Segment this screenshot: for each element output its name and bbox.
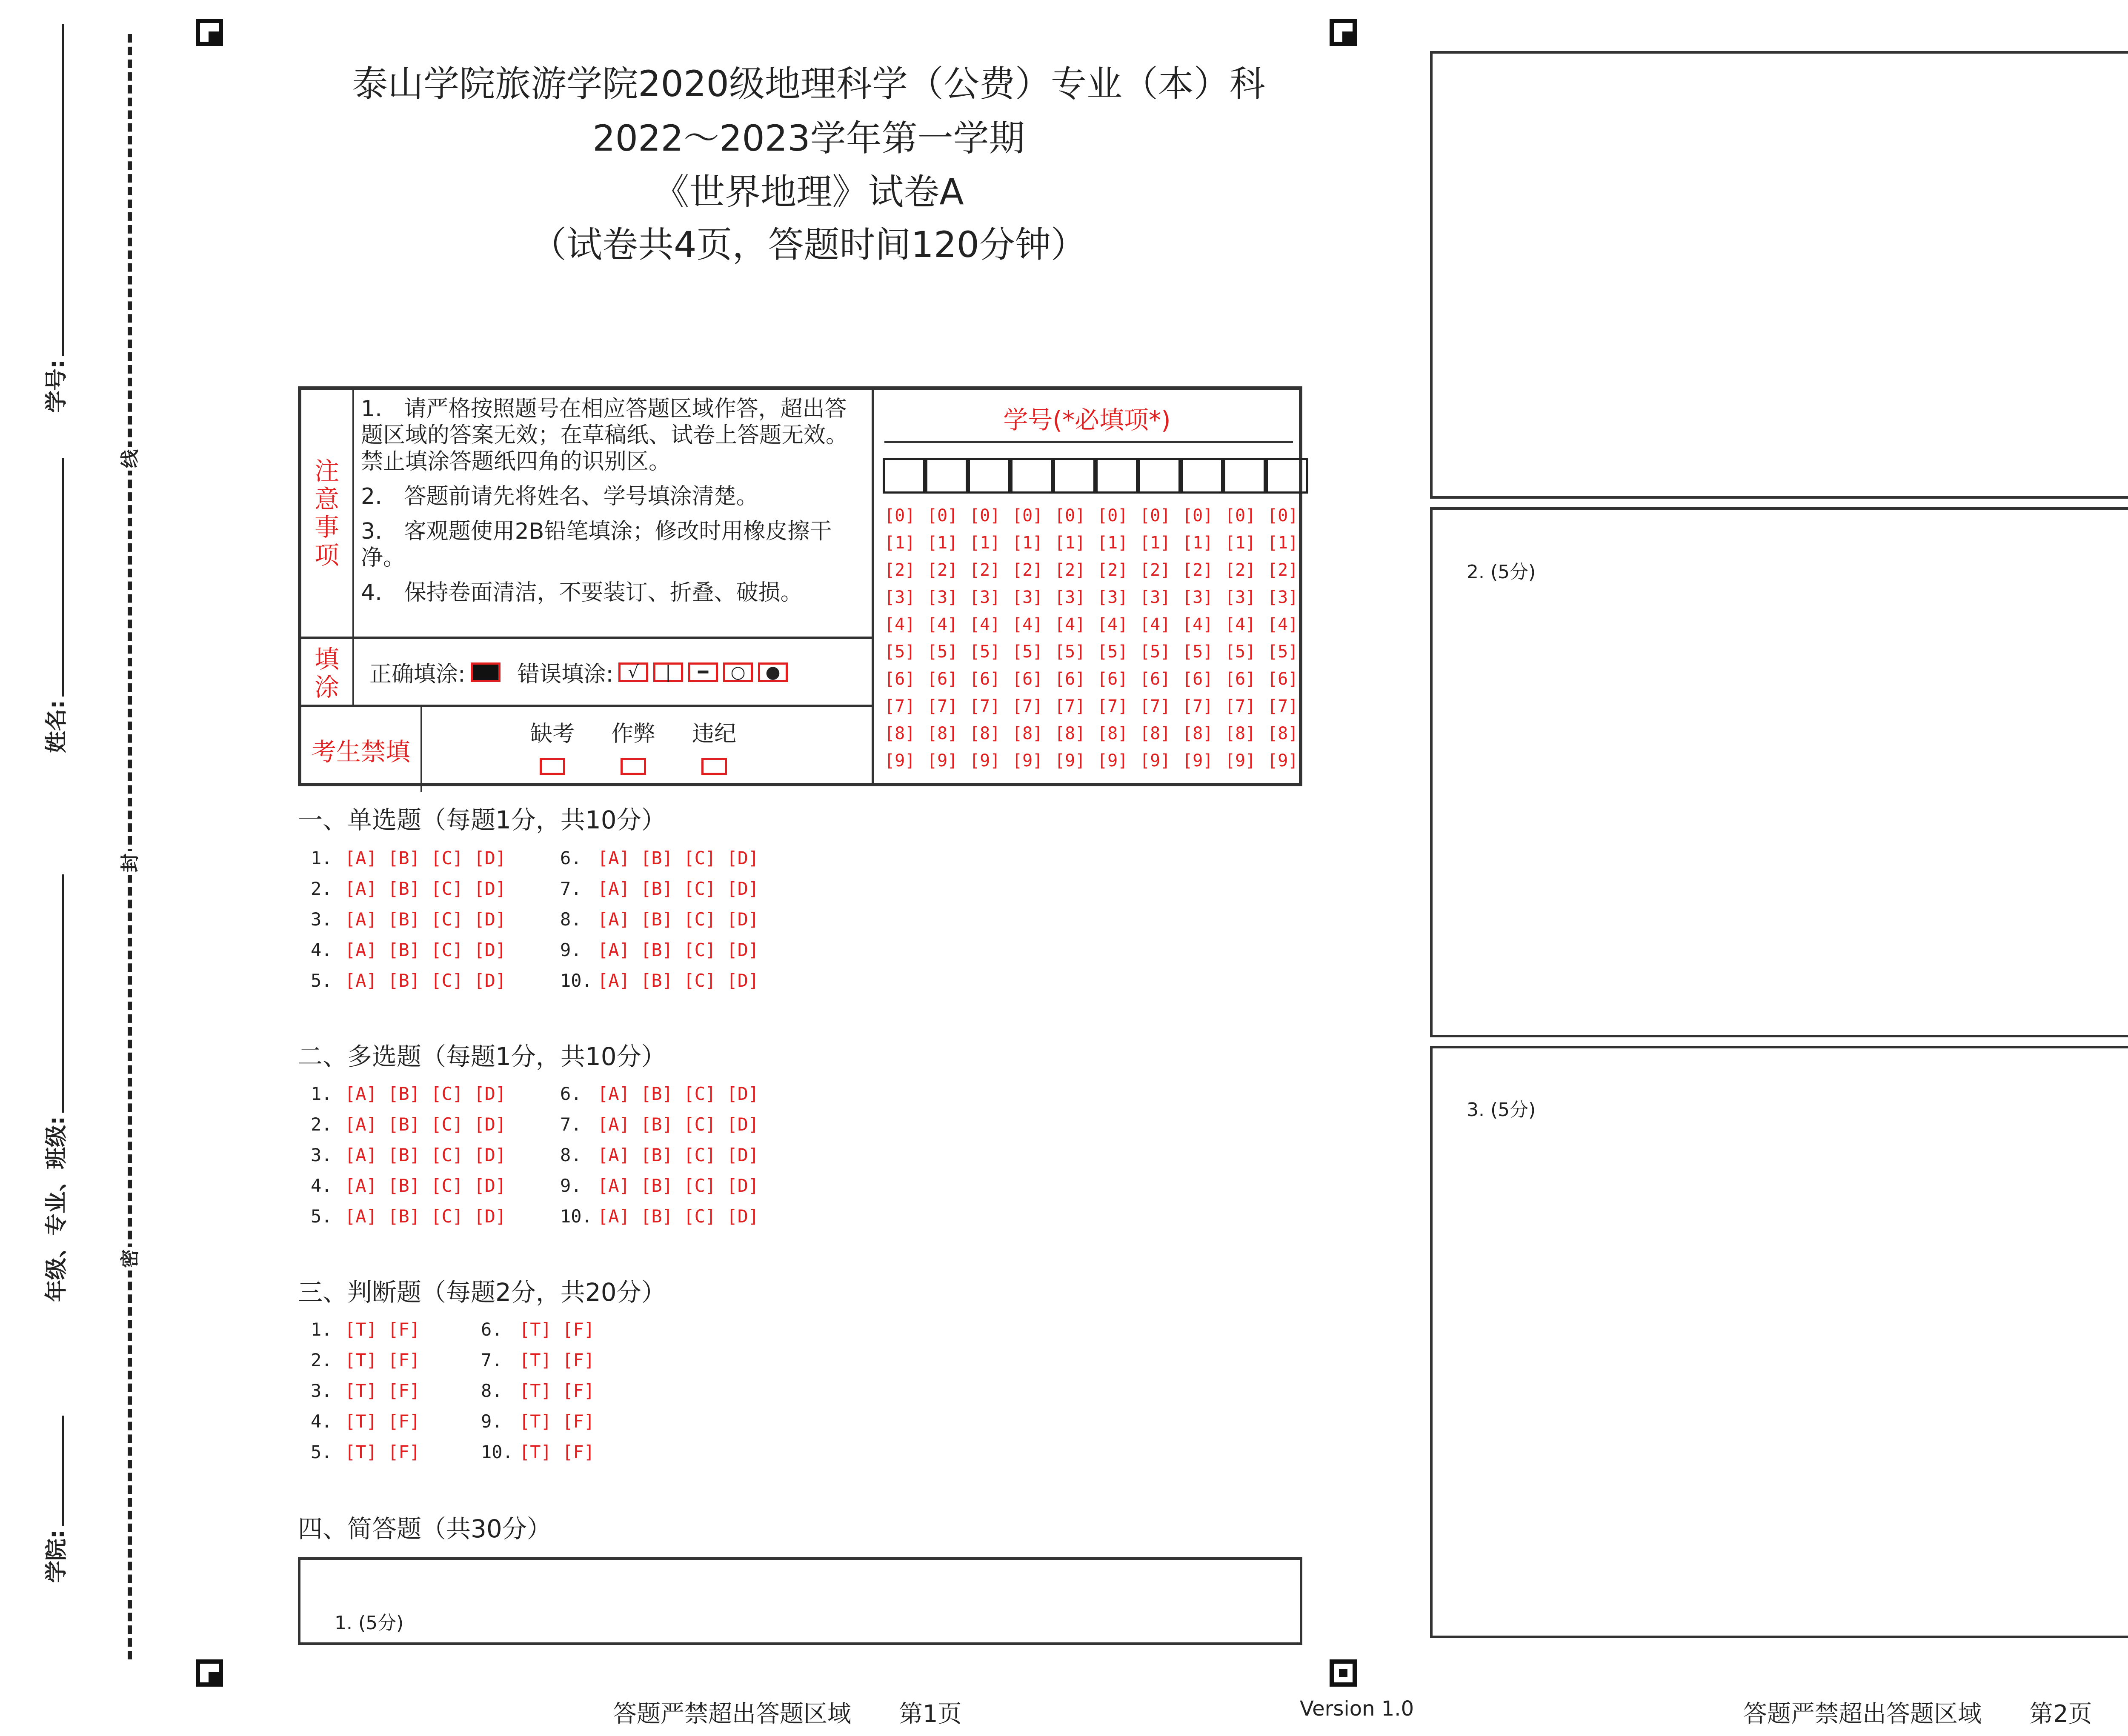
student-id-bubble[interactable]: [7] bbox=[927, 697, 958, 716]
student-id-grid[interactable] bbox=[884, 502, 1310, 774]
field-college-label: 学院: bbox=[44, 1530, 69, 1583]
student-id-bubble[interactable]: [6] bbox=[884, 669, 915, 689]
student-id-bubble[interactable]: [4] bbox=[1182, 615, 1213, 634]
footer-page1: 答题严禁超出答题区域 第1页 bbox=[613, 1700, 962, 1728]
student-id-bubble[interactable]: [9] bbox=[1140, 751, 1171, 771]
answer-box-q3[interactable] bbox=[1430, 1046, 2128, 1638]
question-number: 7. bbox=[560, 1114, 582, 1135]
student-id-bubble[interactable]: [9] bbox=[927, 751, 958, 771]
fill-row bbox=[301, 637, 872, 707]
student-id-bubble[interactable]: [3] bbox=[927, 588, 958, 607]
student-id-row bbox=[884, 557, 1310, 584]
student-id-bubble[interactable]: [8] bbox=[970, 724, 1001, 743]
option-bubbles[interactable]: [T] [F] bbox=[345, 1350, 420, 1371]
student-id-bubble[interactable]: [5] bbox=[1012, 642, 1043, 662]
student-id-bubble[interactable]: [9] bbox=[1097, 751, 1128, 771]
option-bubbles[interactable]: [A] [B] [C] [D] bbox=[345, 1145, 506, 1165]
corner-marker-top-left bbox=[196, 19, 223, 46]
student-id-bubble[interactable]: [0] bbox=[1140, 506, 1171, 525]
ban-violation-label: 违纪 bbox=[692, 721, 736, 747]
student-id-digit-box[interactable] bbox=[1266, 458, 1308, 494]
student-id-bubble[interactable]: [2] bbox=[1097, 560, 1128, 580]
option-bubbles[interactable]: [A] [B] [C] [D] bbox=[598, 1206, 759, 1227]
notes-label: 注 意 事 项 bbox=[301, 390, 354, 637]
fill-wrong-bar: | bbox=[653, 662, 683, 682]
field-student-id[interactable] bbox=[38, 24, 70, 413]
student-id-bubble[interactable]: [9] bbox=[1267, 751, 1299, 771]
seal-char-seal: 封 bbox=[118, 851, 142, 875]
field-name[interactable] bbox=[38, 458, 70, 753]
ban-row bbox=[301, 705, 872, 792]
student-id-bubble[interactable]: [4] bbox=[1097, 615, 1128, 634]
note-item-4: 4. 保持卷面清洁，不要装订、折叠、破损。 bbox=[361, 580, 803, 605]
fill-wrong-dot: ● bbox=[758, 662, 788, 682]
section-1-title: 一、单选题（每题1分，共10分） bbox=[298, 805, 666, 834]
header-line4: （试卷共4页，答题时间120分钟） bbox=[531, 224, 1087, 266]
student-id-bubble[interactable]: [5] bbox=[927, 642, 958, 662]
question-number: 8. bbox=[481, 1380, 503, 1401]
student-id-bubble[interactable]: [3] bbox=[884, 588, 915, 607]
student-id-bubble[interactable]: [3] bbox=[1055, 588, 1086, 607]
fill-wrong-circle: ○ bbox=[723, 662, 753, 682]
info-box bbox=[298, 386, 1302, 786]
student-id-digit-box[interactable] bbox=[1010, 458, 1053, 494]
header-line3: 《世界地理》试卷A bbox=[653, 171, 964, 213]
option-bubbles[interactable]: [T] [F] bbox=[345, 1319, 420, 1340]
student-id-bubble[interactable]: [0] bbox=[1225, 506, 1256, 525]
student-id-bubble[interactable]: [7] bbox=[1140, 697, 1171, 716]
option-bubbles[interactable]: [A] [B] [C] [D] bbox=[345, 1206, 506, 1227]
student-id-bubble[interactable]: [6] bbox=[1225, 669, 1256, 689]
answer-q1-label: 1. (5分) bbox=[335, 1612, 404, 1634]
question-number: 6. bbox=[560, 1083, 582, 1104]
student-id-bubble[interactable]: [5] bbox=[1182, 642, 1213, 662]
student-id-bubble[interactable]: [6] bbox=[1267, 669, 1299, 689]
note-item-3: 3. 客观题使用2B铅笔填涂；修改时用橡皮擦干净。 bbox=[361, 519, 832, 571]
student-id-bubble[interactable]: [1] bbox=[970, 533, 1001, 553]
ban-absent-label: 缺考 bbox=[530, 721, 575, 747]
student-id-row bbox=[884, 720, 1310, 747]
student-id-bubble[interactable]: [8] bbox=[884, 724, 915, 743]
option-bubbles[interactable]: [A] [B] [C] [D] bbox=[345, 1114, 506, 1135]
student-id-bubble[interactable]: [9] bbox=[884, 751, 915, 771]
student-id-row bbox=[884, 747, 1310, 774]
student-id-bubble[interactable]: [9] bbox=[1225, 751, 1256, 771]
student-id-bubble[interactable]: [9] bbox=[970, 751, 1001, 771]
student-id-bubble[interactable]: [3] bbox=[1225, 588, 1256, 607]
student-id-bubble[interactable]: [2] bbox=[1140, 560, 1171, 580]
option-bubbles[interactable]: [A] [B] [C] [D] bbox=[345, 970, 506, 991]
student-id-bubble[interactable]: [1] bbox=[927, 533, 958, 553]
student-id-bubble[interactable]: [0] bbox=[970, 506, 1001, 525]
question-number: 2. bbox=[311, 878, 332, 899]
student-id-bubble[interactable]: [9] bbox=[1055, 751, 1086, 771]
option-bubbles[interactable]: [A] [B] [C] [D] bbox=[345, 909, 506, 930]
option-bubbles[interactable]: [T] [F] bbox=[345, 1442, 420, 1462]
student-id-bubble[interactable]: [0] bbox=[927, 506, 958, 525]
student-id-bubble[interactable]: [6] bbox=[1182, 669, 1213, 689]
ban-item-absent[interactable] bbox=[523, 716, 582, 775]
student-id-bubble[interactable]: [0] bbox=[1182, 506, 1213, 525]
student-id-bubble[interactable]: [7] bbox=[1097, 697, 1128, 716]
seal-char-secret: 密 bbox=[118, 1247, 142, 1271]
option-bubbles[interactable]: [A] [B] [C] [D] bbox=[598, 878, 759, 899]
student-id-bubble[interactable]: [7] bbox=[1055, 697, 1086, 716]
question-number: 4. bbox=[311, 1175, 332, 1196]
student-id-bubble[interactable]: [5] bbox=[1267, 642, 1299, 662]
student-id-bubble[interactable]: [3] bbox=[1267, 588, 1299, 607]
question-number: 6. bbox=[481, 1319, 503, 1340]
question-number: 1. bbox=[311, 848, 332, 868]
option-bubbles[interactable]: [T] [F] bbox=[519, 1319, 595, 1340]
section-4-title: 四、简答题（共30分） bbox=[298, 1514, 552, 1543]
student-id-bubble[interactable]: [8] bbox=[1140, 724, 1171, 743]
answer-box-q1[interactable] bbox=[298, 1557, 1302, 1645]
ban-absent-box[interactable] bbox=[540, 758, 565, 775]
student-id-bubble[interactable]: [4] bbox=[1225, 615, 1256, 634]
student-id-bubble[interactable]: [1] bbox=[1182, 533, 1213, 553]
student-id-row bbox=[884, 638, 1310, 665]
question-number: 5. bbox=[311, 1442, 332, 1462]
question-number: 2. bbox=[311, 1114, 332, 1135]
option-bubbles[interactable]: [T] [F] bbox=[519, 1411, 595, 1432]
student-id-bubble[interactable]: [8] bbox=[1225, 724, 1256, 743]
question-number: 10. bbox=[560, 1206, 592, 1227]
student-id-bubble[interactable]: [6] bbox=[1055, 669, 1086, 689]
student-id-bubble[interactable]: [5] bbox=[1225, 642, 1256, 662]
student-id-bubble[interactable]: [4] bbox=[1140, 615, 1171, 634]
option-bubbles[interactable]: [A] [B] [C] [D] bbox=[598, 1145, 759, 1165]
student-id-bubble[interactable]: [5] bbox=[1055, 642, 1086, 662]
answer-box-q2[interactable] bbox=[1430, 507, 2128, 1037]
student-id-row bbox=[884, 611, 1310, 638]
option-bubbles[interactable]: [T] [F] bbox=[519, 1380, 595, 1401]
student-id-row bbox=[884, 584, 1310, 611]
student-id-digit-box[interactable] bbox=[925, 458, 968, 494]
question-number: 4. bbox=[311, 1411, 332, 1432]
student-id-bubble[interactable]: [3] bbox=[1140, 588, 1171, 607]
student-id-boxes[interactable] bbox=[883, 458, 1308, 494]
question-number: 1. bbox=[311, 1083, 332, 1104]
option-bubbles[interactable]: [A] [B] [C] [D] bbox=[345, 1083, 506, 1104]
student-id-bubble[interactable]: [8] bbox=[927, 724, 958, 743]
question-number: 9. bbox=[560, 1175, 582, 1196]
answer-q2-label: 2. (5分) bbox=[1467, 561, 1536, 583]
student-id-bubble[interactable]: [1] bbox=[1055, 533, 1086, 553]
fill-label: 填 涂 bbox=[301, 639, 354, 707]
fill-correct-label: 正确填涂: bbox=[369, 662, 466, 687]
student-id-bubble[interactable]: [1] bbox=[1012, 533, 1043, 553]
option-bubbles[interactable]: [A] [B] [C] [D] bbox=[345, 1175, 506, 1196]
section-2-title: 二、多选题（每题1分，共10分） bbox=[298, 1042, 666, 1071]
student-id-bubble[interactable]: [6] bbox=[1140, 669, 1171, 689]
question-number: 8. bbox=[560, 909, 582, 930]
student-id-bubble[interactable]: [6] bbox=[1097, 669, 1128, 689]
student-id-bubble[interactable]: [1] bbox=[884, 533, 915, 553]
student-id-bubble[interactable]: [2] bbox=[1225, 560, 1256, 580]
student-id-bubble[interactable]: [0] bbox=[1012, 506, 1043, 525]
note-item-1: 1. 请严格按照题号在相应答题区域作答，超出答题区域的答案无效；在草稿纸、试卷上答题无效。禁止填涂答题纸四角的识别区。 bbox=[361, 396, 848, 474]
option-bubbles[interactable]: [A] [B] [C] [D] bbox=[598, 1175, 759, 1196]
student-id-bubble[interactable]: [8] bbox=[1182, 724, 1213, 743]
question-number: 3. bbox=[311, 909, 332, 930]
student-id-bubble[interactable]: [6] bbox=[1012, 669, 1043, 689]
field-name-label: 姓名: bbox=[44, 700, 69, 753]
question-number: 7. bbox=[560, 878, 582, 899]
student-id-digit-box[interactable] bbox=[1138, 458, 1181, 494]
info-divider bbox=[872, 390, 874, 783]
option-bubbles[interactable]: [T] [F] bbox=[345, 1411, 420, 1432]
student-id-bubble[interactable]: [2] bbox=[970, 560, 1001, 580]
header-line2: 2022～2023学年第一学期 bbox=[592, 117, 1025, 159]
answer-q3-label: 3. (5分) bbox=[1467, 1099, 1536, 1121]
fill-correct-sample bbox=[471, 662, 501, 682]
student-id-bubble[interactable]: [7] bbox=[884, 697, 915, 716]
student-id-bubble[interactable]: [9] bbox=[1012, 751, 1043, 771]
student-id-bubble[interactable]: [4] bbox=[1267, 615, 1299, 634]
option-bubbles[interactable]: [A] [B] [C] [D] bbox=[345, 878, 506, 899]
fill-wrong-label: 错误填涂: bbox=[517, 662, 614, 687]
student-id-bubble[interactable]: [4] bbox=[1012, 615, 1043, 634]
question-number: 3. bbox=[311, 1380, 332, 1401]
binding-dashed-line bbox=[128, 34, 132, 1659]
student-id-bubble[interactable]: [7] bbox=[1182, 697, 1213, 716]
student-id-bubble[interactable]: [5] bbox=[970, 642, 1001, 662]
student-id-bubble[interactable]: [8] bbox=[1097, 724, 1128, 743]
notes-text bbox=[361, 396, 863, 623]
option-bubbles[interactable]: [A] [B] [C] [D] bbox=[598, 848, 759, 868]
question-number: 3. bbox=[311, 1145, 332, 1165]
option-bubbles[interactable]: [A] [B] [C] [D] bbox=[598, 1083, 759, 1104]
option-bubbles[interactable]: [A] [B] [C] [D] bbox=[345, 848, 506, 868]
student-id-digit-box[interactable] bbox=[883, 458, 925, 494]
student-id-bubble[interactable]: [6] bbox=[927, 669, 958, 689]
question-number: 5. bbox=[311, 1206, 332, 1227]
fill-wrong-dash: ━ bbox=[688, 662, 718, 682]
student-id-bubble[interactable]: [2] bbox=[927, 560, 958, 580]
footer-version: Version 1.0 bbox=[1300, 1697, 1414, 1721]
student-id-digit-box[interactable] bbox=[1053, 458, 1095, 494]
student-id-digit-box[interactable] bbox=[968, 458, 1010, 494]
field-college[interactable] bbox=[38, 1416, 70, 1583]
student-id-title: 学号(*必填项*) bbox=[1003, 405, 1171, 434]
question-number: 8. bbox=[560, 1145, 582, 1165]
option-bubbles[interactable]: [T] [F] bbox=[345, 1380, 420, 1401]
question-number: 2. bbox=[311, 1350, 332, 1371]
student-id-bubble[interactable]: [3] bbox=[970, 588, 1001, 607]
question-number: 5. bbox=[311, 970, 332, 991]
option-bubbles[interactable]: [A] [B] [C] [D] bbox=[598, 909, 759, 930]
question-number: 9. bbox=[560, 939, 582, 960]
question-number: 1. bbox=[311, 1319, 332, 1340]
student-id-bubble[interactable]: [2] bbox=[1267, 560, 1299, 580]
student-id-digit-box[interactable] bbox=[1181, 458, 1223, 494]
student-id-bubble[interactable]: [5] bbox=[1097, 642, 1128, 662]
field-class-label: 年级、专业、班级: bbox=[44, 1116, 69, 1302]
answer-box-q1-continued[interactable] bbox=[1430, 51, 2128, 499]
student-id-bubble[interactable]: [1] bbox=[1097, 533, 1128, 553]
option-bubbles[interactable]: [A] [B] [C] [D] bbox=[598, 939, 759, 960]
student-id-bubble[interactable]: [1] bbox=[1225, 533, 1256, 553]
student-id-digit-box[interactable] bbox=[1095, 458, 1138, 494]
question-number: 7. bbox=[481, 1350, 503, 1371]
fill-wrong-check: √ bbox=[618, 662, 648, 682]
student-id-bubble[interactable]: [0] bbox=[1055, 506, 1086, 525]
footer-page2: 答题严禁超出答题区域 第2页 bbox=[1743, 1700, 2092, 1728]
student-id-bubble[interactable]: [5] bbox=[1140, 642, 1171, 662]
question-number: 10. bbox=[481, 1442, 513, 1462]
note-item-2: 2. 答题前请先将姓名、学号填涂清楚。 bbox=[361, 484, 758, 509]
student-id-bubble[interactable]: [4] bbox=[970, 615, 1001, 634]
corner-marker-top-mid bbox=[1330, 19, 1357, 46]
student-id-digit-box[interactable] bbox=[1223, 458, 1266, 494]
student-id-bubble[interactable]: [0] bbox=[1097, 506, 1128, 525]
student-id-bubble[interactable]: [7] bbox=[1012, 697, 1043, 716]
student-id-bubble[interactable]: [6] bbox=[970, 669, 1001, 689]
corner-marker-bottom-left bbox=[196, 1659, 223, 1687]
fill-samples bbox=[369, 656, 788, 688]
student-id-bubble[interactable]: [7] bbox=[1267, 697, 1299, 716]
student-id-bubble[interactable]: [2] bbox=[1182, 560, 1213, 580]
student-id-bubble[interactable]: [4] bbox=[884, 615, 915, 634]
question-number: 4. bbox=[311, 939, 332, 960]
option-bubbles[interactable]: [A] [B] [C] [D] bbox=[598, 1114, 759, 1135]
student-id-bubble[interactable]: [1] bbox=[1267, 533, 1299, 553]
student-id-row bbox=[884, 502, 1310, 529]
student-id-bubble[interactable]: [4] bbox=[927, 615, 958, 634]
student-id-bubble[interactable]: [3] bbox=[1097, 588, 1128, 607]
student-id-bubble[interactable]: [8] bbox=[1055, 724, 1086, 743]
field-student-id-label: 学号: bbox=[44, 360, 69, 413]
question-number: 10. bbox=[560, 970, 592, 991]
ban-cheat-label: 作弊 bbox=[611, 721, 655, 747]
student-id-row bbox=[884, 529, 1310, 557]
ban-violation-box[interactable] bbox=[701, 758, 727, 775]
question-number: 9. bbox=[481, 1411, 503, 1432]
option-bubbles[interactable]: [T] [F] bbox=[519, 1442, 595, 1462]
student-id-bubble[interactable]: [7] bbox=[970, 697, 1001, 716]
ban-cheat-box[interactable] bbox=[621, 758, 646, 775]
student-id-row bbox=[884, 665, 1310, 693]
student-id-bubble[interactable]: [8] bbox=[1267, 724, 1299, 743]
question-number: 6. bbox=[560, 848, 582, 868]
ban-label: 考生禁填 bbox=[301, 707, 422, 792]
student-id-bubble[interactable]: [4] bbox=[1055, 615, 1086, 634]
option-bubbles[interactable]: [T] [F] bbox=[519, 1350, 595, 1371]
section-3-title: 三、判断题（每题2分，共20分） bbox=[298, 1278, 666, 1307]
field-class[interactable] bbox=[38, 874, 70, 1302]
student-id-bubble[interactable]: [0] bbox=[1267, 506, 1299, 525]
student-id-bubble[interactable]: [1] bbox=[1140, 533, 1171, 553]
seal-char-line: 线 bbox=[118, 447, 142, 471]
ban-item-cheat[interactable] bbox=[604, 716, 663, 775]
student-id-bubble[interactable]: [8] bbox=[1012, 724, 1043, 743]
student-id-bubble[interactable]: [3] bbox=[1182, 588, 1213, 607]
student-id-bubble[interactable]: [2] bbox=[1012, 560, 1043, 580]
student-id-bubble[interactable]: [2] bbox=[884, 560, 915, 580]
student-id-bubble[interactable]: [7] bbox=[1225, 697, 1256, 716]
student-id-bubble[interactable]: [0] bbox=[884, 506, 915, 525]
student-id-bubble[interactable]: [3] bbox=[1012, 588, 1043, 607]
student-id-bubble[interactable]: [5] bbox=[884, 642, 915, 662]
corner-marker-bottom-mid bbox=[1330, 1659, 1357, 1687]
student-id-bubble[interactable]: [2] bbox=[1055, 560, 1086, 580]
ban-item-violation[interactable] bbox=[684, 716, 744, 775]
option-bubbles[interactable]: [A] [B] [C] [D] bbox=[598, 970, 759, 991]
option-bubbles[interactable]: [A] [B] [C] [D] bbox=[345, 939, 506, 960]
student-id-row bbox=[884, 693, 1310, 720]
student-id-bubble[interactable]: [9] bbox=[1182, 751, 1213, 771]
student-id-underline bbox=[884, 441, 1293, 443]
header-line1: 泰山学院旅游学院2020级地理科学（公费）专业（本）科 bbox=[352, 63, 1265, 105]
